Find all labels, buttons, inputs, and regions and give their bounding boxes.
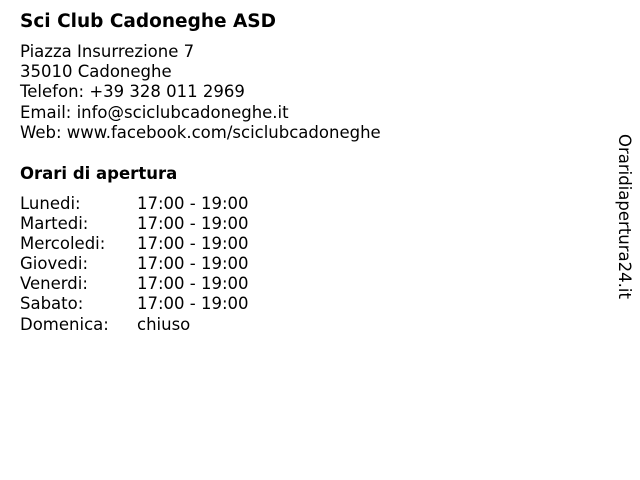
opening-hours-heading: Orari di apertura [20, 164, 178, 184]
hours-row-thursday [20, 254, 580, 274]
street-address: Piazza Insurrezione 7 [20, 42, 195, 61]
time-value: chiuso [137, 314, 191, 334]
time-value: 17:00 - 19:00 [137, 254, 249, 274]
web-line: Web: www.facebook.com/sciclubcadoneghe [20, 122, 381, 142]
day-label: Martedi: [20, 214, 89, 234]
postal-city: 35010 Cadoneghe [20, 62, 172, 82]
time-value: 17:00 - 19:00 [137, 214, 249, 234]
time-value: 17:00 - 19:00 [137, 234, 249, 254]
contact-details [20, 42, 580, 143]
business-name: Sci Club Cadoneghe ASD [20, 11, 276, 32]
hours-row-friday [20, 274, 580, 294]
hours-row-tuesday [20, 214, 580, 234]
day-label: Domenica: [20, 314, 109, 334]
hours-row-saturday [20, 294, 580, 314]
day-label: Sabato: [20, 294, 84, 314]
hours-row-sunday [20, 315, 580, 335]
time-value: 17:00 - 19:00 [137, 294, 249, 314]
site-watermark: Oraridiapertura24.it [615, 134, 634, 299]
time-value: 17:00 - 19:00 [137, 274, 249, 294]
day-label: Lunedi: [20, 194, 81, 214]
hours-row-wednesday [20, 234, 580, 254]
phone-line: Telefon: +39 328 011 2969 [20, 82, 245, 102]
hours-row-monday [20, 194, 580, 214]
time-value: 17:00 - 19:00 [137, 194, 249, 214]
day-label: Giovedi: [20, 254, 88, 274]
day-label: Venerdi: [20, 274, 88, 294]
day-label: Mercoledi: [20, 234, 106, 254]
email-line: Email: info@sciclubcadoneghe.it [20, 102, 289, 122]
opening-hours-table [20, 194, 580, 335]
business-card [20, 10, 580, 335]
